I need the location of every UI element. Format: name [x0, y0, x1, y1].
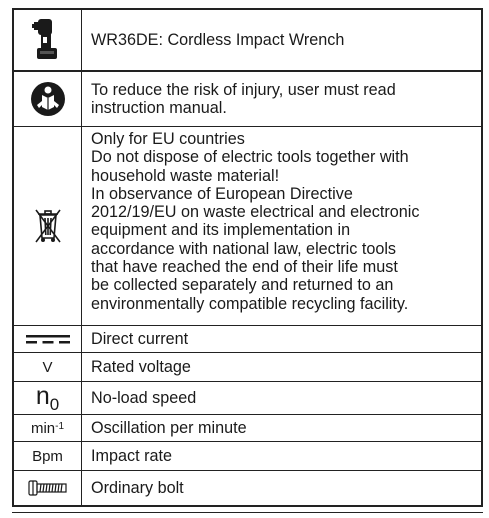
symbol-cell: [14, 353, 82, 381]
symbol-cell: [14, 326, 82, 352]
description-line: that have reached the end of their life must: [91, 258, 398, 277]
symbol-cell: [14, 382, 82, 414]
crossed-bin-icon: [33, 206, 63, 246]
per-minute-symbol: $\min^{-1}$: [30, 419, 65, 437]
symbol-cell: [14, 10, 82, 70]
description-cell: [82, 382, 481, 414]
description-line: In observance of European Directive: [91, 184, 353, 203]
description-cell: [82, 72, 481, 126]
description-line: equipment and its implementation in: [91, 221, 351, 240]
impact-wrench-icon: [31, 17, 65, 63]
description-line: accordance with national law, electric tools: [91, 239, 397, 258]
description-line: To reduce the risk of injury, user must read: [91, 80, 396, 99]
description-cell: [82, 127, 481, 325]
description-line: Impact rate: [91, 446, 172, 465]
table-row: [14, 326, 481, 353]
table-row: [14, 72, 481, 127]
impact-rate-symbol: Bpm: [32, 447, 63, 465]
description-cell: [82, 353, 481, 381]
bolt-icon: [28, 479, 68, 497]
symbols-table: [12, 8, 483, 507]
table-row: [14, 471, 481, 505]
description-line: Oscillation per minute: [91, 418, 247, 437]
description-cell: [82, 471, 481, 505]
description-cell: [82, 442, 481, 470]
description-line: environmentally compatible recycling facility.: [91, 294, 409, 313]
table-row: [14, 353, 481, 382]
description-cell: [82, 415, 481, 441]
voltage-symbol: V: [42, 358, 53, 376]
table-row: [14, 382, 481, 415]
table-row: [14, 415, 481, 442]
description-line: Do not dispose of electric tools together with: [91, 148, 409, 167]
read-manual-icon: [30, 81, 66, 117]
symbol-cell: [14, 471, 82, 505]
description-line: Only for EU countries: [91, 130, 245, 148]
description-line: instruction manual.: [91, 99, 227, 117]
table-row: [14, 10, 481, 72]
direct-current-icon: [26, 333, 70, 345]
no-load-speed-symbol: $n_0$: [35, 381, 60, 414]
table-row: [14, 127, 481, 326]
description-line: household waste material!: [91, 166, 280, 185]
description-line: Direct current: [91, 329, 189, 348]
table-row: [14, 442, 481, 471]
description-line: Ordinary bolt: [91, 478, 184, 497]
symbol-cell: [14, 127, 82, 325]
description-cell: [82, 326, 481, 352]
description-line: WR36DE: Cordless Impact Wrench: [91, 30, 345, 49]
table-bottom-rule: [12, 512, 483, 513]
description-line: be collected separately and returned to an: [91, 276, 394, 295]
description-line: 2012/19/EU on waste electrical and electronic: [91, 203, 420, 222]
description-cell: [82, 10, 481, 70]
symbol-cell: [14, 415, 82, 441]
symbol-cell: [14, 442, 82, 470]
description-line: No-load speed: [91, 388, 197, 407]
symbol-cell: [14, 72, 82, 126]
description-line: Rated voltage: [91, 357, 191, 376]
